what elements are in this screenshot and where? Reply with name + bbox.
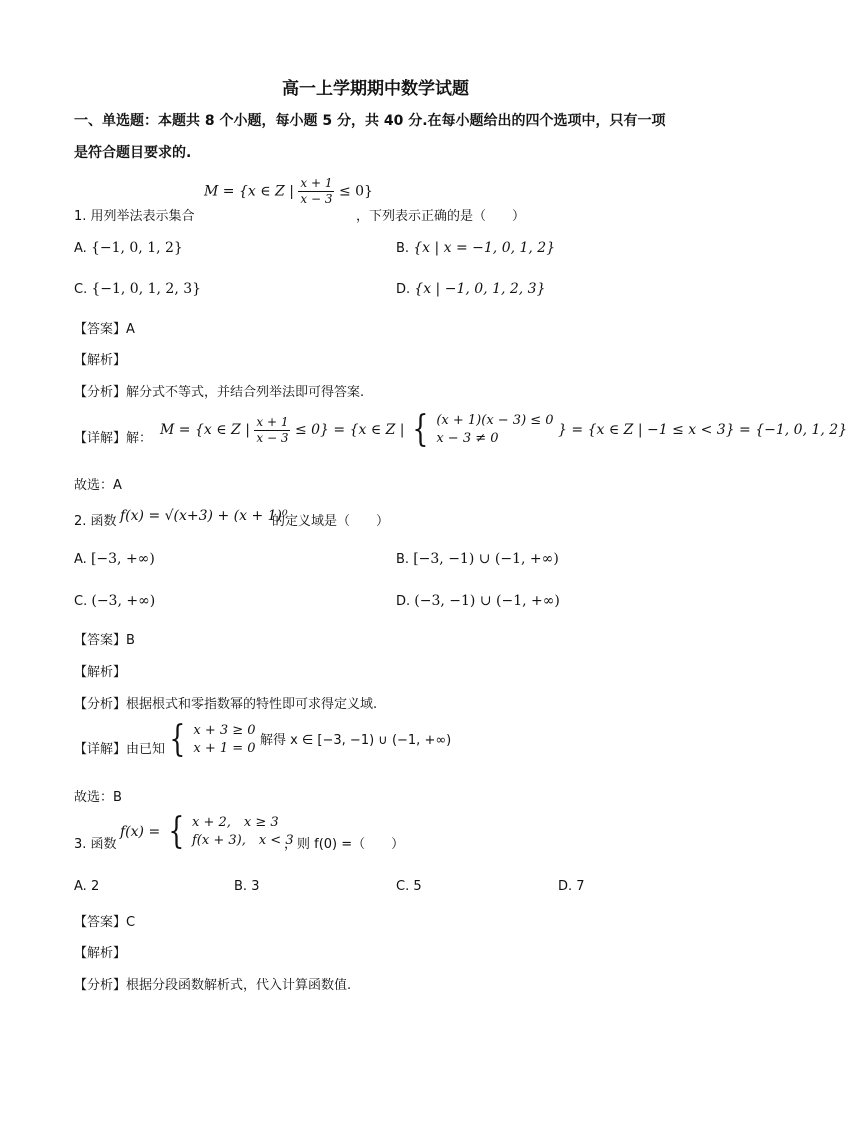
q3-option-c-label: C.: [396, 879, 410, 894]
q1-analysis: 【分析】解分式不等式，并结合列举法即可得答案.: [74, 385, 365, 400]
q2-option-d-label: D.: [396, 594, 411, 609]
q3-option-d-label: D.: [558, 879, 573, 894]
q3-option-a: [74, 879, 99, 894]
q1-analysis-head: 【解析】: [74, 353, 127, 368]
page-title: 高一上学期期中数学试题: [282, 79, 469, 99]
q2-option-d: [396, 593, 560, 609]
q1-option-a: [74, 240, 183, 256]
q3-option-a-label: A.: [74, 879, 87, 894]
q1-choice: 故选：A: [74, 478, 122, 493]
q2-suffix: 的定义域是（ ）: [272, 514, 390, 529]
q2-detail-sys1: x + 3 ≥ 0: [193, 723, 256, 738]
q2-detail-head: 【详解】由已知: [74, 742, 166, 757]
q3-option-d: [558, 879, 585, 894]
q3-cases-brace: {: [168, 811, 185, 852]
q1-fraction: [298, 176, 334, 207]
q1-option-c-label: C.: [74, 282, 88, 297]
q1-detail-part3: } = {x ∈ Z | −1 ≤ x < 3} = {−1, 0, 1, 2}: [558, 422, 847, 438]
q3-cases: [192, 814, 294, 850]
q3-option-b: [234, 879, 259, 894]
q3-function: [120, 811, 294, 852]
q2-option-c: [74, 593, 155, 609]
q1-option-a-label: A.: [74, 241, 87, 256]
q1-detail-frac-den: x − 3: [256, 430, 289, 445]
q2-option-b: [396, 551, 559, 567]
q3-analysis: 【分析】根据分段函数解析式，代入计算函数值.: [74, 978, 352, 993]
q2-detail-sys2: x + 1 = 0: [193, 741, 256, 756]
q3-prefix: 3. 函数: [74, 837, 117, 852]
q3-option-c-value: 5: [413, 879, 422, 894]
q2-option-b-value: [−3, −1) ∪ (−1, +∞): [413, 551, 559, 567]
q1-frac-den: x − 3: [300, 192, 333, 206]
q1-answer: 【答案】A: [74, 322, 135, 337]
q1-option-a-value: {−1, 0, 1, 2}: [90, 240, 183, 256]
q1-detail-sys1: (x + 1)(x − 3) ≤ 0: [436, 413, 554, 428]
q2-option-b-label: B.: [396, 552, 410, 567]
q3-case2: f(x + 3), x < 3: [192, 833, 294, 848]
q1-detail-expression: [160, 409, 847, 450]
q3-answer: 【答案】C: [74, 915, 136, 930]
q1-set-rhs: ≤ 0}: [338, 183, 373, 200]
q2-analysis: 【分析】根据根式和零指数幂的特性即可求得定义域.: [74, 697, 378, 712]
q1-detail-frac-num: x + 1: [256, 414, 289, 429]
q1-option-b: [396, 240, 555, 256]
q2-function: f(x) = √(x+3) + (x + 1)⁰: [120, 508, 288, 524]
q3-option-a-value: 2: [90, 879, 100, 894]
q3-option-b-label: B.: [234, 879, 248, 894]
q2-choice: 故选：B: [74, 790, 122, 805]
section-header-line1: 一、单选题：本题共 8 个小题，每小题 5 分，共 40 分.在每小题给出的四个选项中，只有一项: [74, 113, 666, 129]
q1-option-c: [74, 281, 201, 297]
q3-option-d-value: 7: [576, 879, 585, 894]
q1-suffix: ，下列表示正确的是（ ）: [356, 209, 526, 224]
q2-detail-tail: 解得 x ∈ [−3, −1) ∪ (−1, +∞): [260, 733, 452, 748]
q1-option-d: [396, 281, 546, 297]
q2-option-c-label: C.: [74, 594, 88, 609]
q2-analysis-head: 【解析】: [74, 665, 127, 680]
q2-option-a-value: [−3, +∞): [90, 551, 155, 567]
q3-option-b-value: 3: [251, 879, 260, 894]
q1-detail-system-brace: {: [412, 409, 429, 450]
q1-prefix: 1. 用列举法表示集合: [74, 209, 195, 224]
q2-option-a-label: A.: [74, 552, 87, 567]
q1-option-b-value: {x | x = −1, 0, 1, 2}: [413, 240, 556, 256]
q2-option-c-value: (−3, +∞): [91, 593, 156, 609]
q1-detail-part1: M = {x ∈ Z |: [160, 422, 250, 438]
q1-detail-head: 【详解】解：: [74, 431, 153, 446]
q1-frac-num: x + 1: [300, 176, 333, 190]
q2-detail-system-brace: {: [169, 719, 186, 760]
q1-option-c-value: {−1, 0, 1, 2, 3}: [91, 281, 202, 297]
q1-option-d-label: D.: [396, 282, 411, 297]
q1-detail-part2: ≤ 0} = {x ∈ Z |: [294, 422, 405, 438]
q1-option-d-value: {x | −1, 0, 1, 2, 3}: [414, 281, 546, 297]
q2-option-d-value: (−3, −1) ∪ (−1, +∞): [414, 593, 560, 609]
q2-detail-expression: [166, 719, 452, 760]
q2-prefix: 2. 函数: [74, 514, 117, 529]
q1-set-expression: [204, 176, 373, 207]
q3-suffix: ，则 f(0) =（ ）: [284, 837, 405, 852]
q1-detail-sys2: x − 3 ≠ 0: [436, 431, 499, 446]
q3-func-lhs: f(x) =: [120, 824, 161, 840]
q3-case1: x + 2, x ≥ 3: [192, 815, 279, 830]
q2-detail-system: [193, 722, 255, 758]
q1-set-lhs: M = {x ∈ Z |: [204, 183, 294, 200]
q2-answer: 【答案】B: [74, 633, 135, 648]
q1-detail-system: [436, 412, 553, 448]
q1-detail-fraction: [254, 415, 290, 446]
q3-option-c: [396, 879, 422, 894]
q2-option-a: [74, 551, 155, 567]
q3-analysis-head: 【解析】: [74, 946, 127, 961]
section-header-line2: 是符合题目要求的.: [74, 145, 192, 161]
q1-option-b-label: B.: [396, 241, 410, 256]
